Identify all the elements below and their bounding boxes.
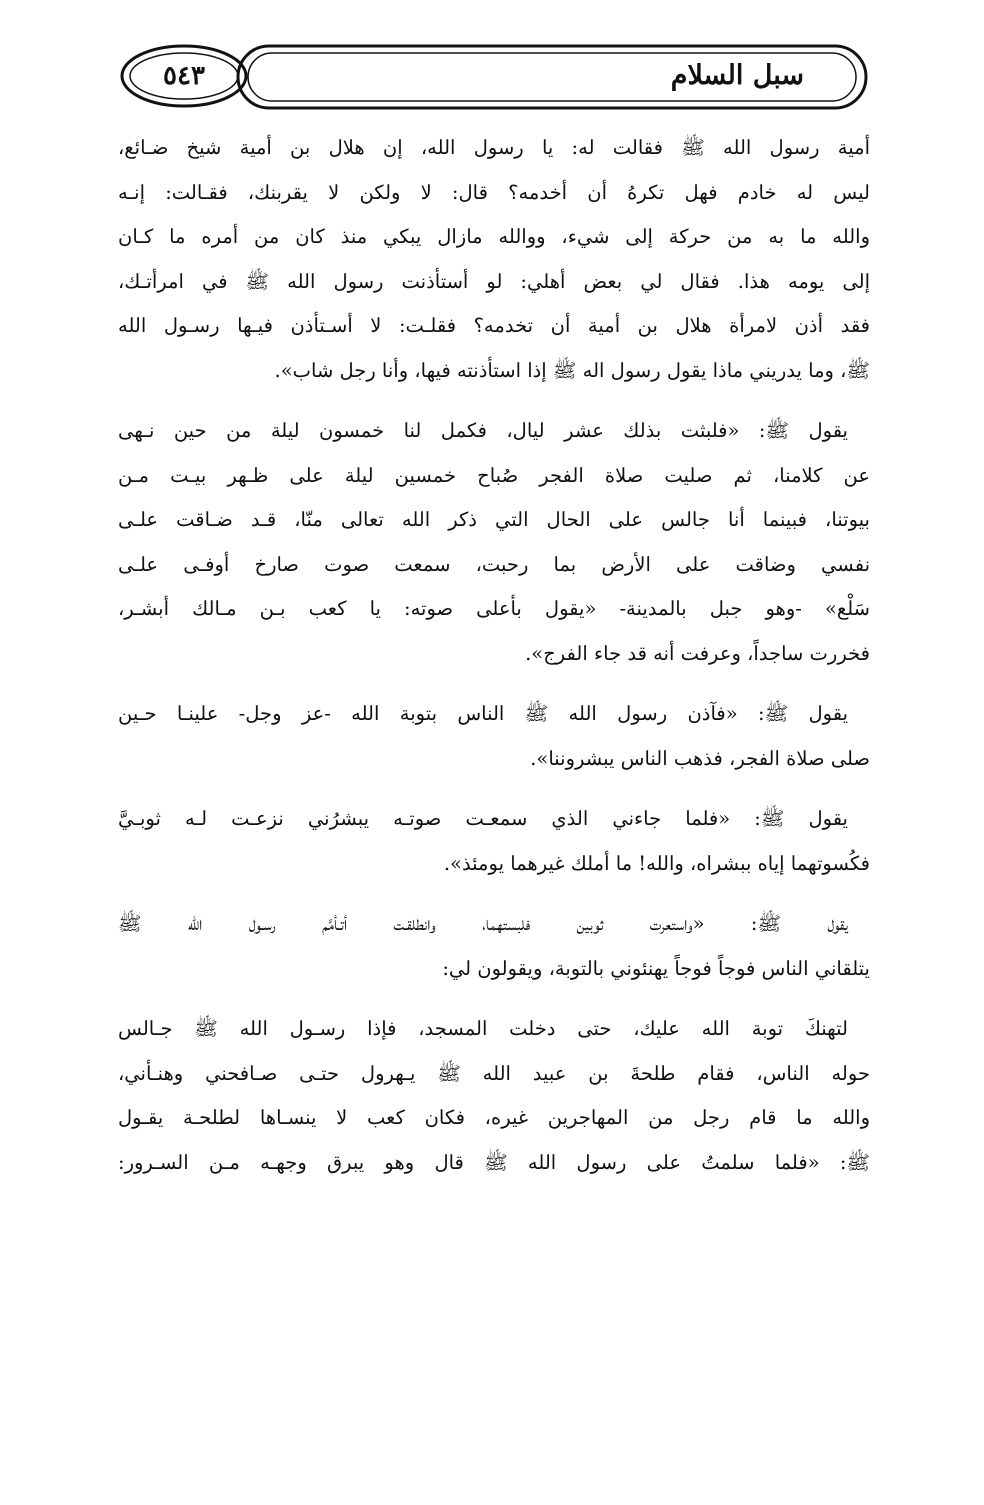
paragraph-6 (118, 1007, 870, 1185)
text-line: بيوتنا، فبينما أنا جالس على الحال التي ذكر الله تعالى منّا، قـد ضـاقت علـى (118, 508, 870, 531)
text-line: يقول ﷺ: «واستعرت ثوبين فلبستهما، وانطلقـت أتـأمَّم رسـول الله ﷺ (118, 912, 848, 935)
running-title: سبل السلام (670, 60, 804, 91)
text-line: لتهنكَ توبة الله عليك، حتى دخلت المسجد، فإذا رسـول الله ﷺ جـالس (118, 1017, 848, 1040)
text-line: حوله الناس، فقام طلحةَ بن عبيد الله ﷺ يـهرول حتـى صـافحني وهنـأني، (118, 1061, 870, 1085)
paragraph-4 (118, 797, 870, 886)
text-line: أمية رسول الله ﷺ فقالت له: يا رسول الله، إن هلال بن أمية شيخ ضـائع، (118, 136, 870, 159)
page-header (114, 30, 874, 122)
text-line: يتلقاني الناس فوجاً فوجاً يهنئوني بالتوبة، ويقولون لي: (442, 956, 870, 980)
page-body (118, 126, 870, 1201)
text-line: إلى يومه هذا. فقال لي بعض أهلي: لو أستأذنت رسول الله ﷺ في امرأتـك، (118, 269, 870, 293)
text-line: فخررت ساجداً، وعرفت أنه قد جاء الفرج». (525, 641, 870, 665)
text-line: ﷺ: «فلما سلمتُ على رسول الله ﷺ قال وهو يبرق وجهـه مـن السـرور: (118, 1150, 870, 1174)
paragraph-5 (118, 902, 870, 991)
text-line: نفسي وضاقت على الأرض بما رحبت، سمعت صوت صارخ أوفـى علـى (118, 552, 870, 576)
text-line: والله ما به من حركة إلى شيء، ووالله مازال يبكي منذ كان من أمره ما كـان (118, 225, 870, 248)
page-number: ٥٤٣ (163, 61, 205, 91)
paragraph-1 (118, 126, 870, 393)
text-line: صلى صلاة الفجر، فذهب الناس يبشروننا». (530, 746, 870, 770)
text-line: يقول ﷺ: «فلبثت بذلك عشر ليال، فكمل لنا خمسون ليلة من حين نـهى (118, 419, 848, 442)
text-line: سَلْع» -وهو جبل بالمدينة- «يقول بأعلى صوته: يا كعب بـن مـالك أبشـر، (118, 597, 870, 620)
text-line: ﷺ، وما يدريني ماذا يقول رسول اله ﷺ إذا استأذنته فيها، وأنا رجل شاب». (274, 358, 870, 382)
text-line: عن كلامنا، ثم صليت صلاة الفجر صُباح خمسين ليلة على ظـهر بيـت مـن (118, 463, 870, 487)
text-line: يقول ﷺ: «فآذن رسول الله ﷺ الناس بتوبة الله -عز وجل- علينـا حـين (118, 702, 848, 725)
paragraph-3 (118, 692, 870, 781)
text-line: يقول ﷺ: «فلما جاءني الذي سمعـت صوتـه يبشرُني نزعـت لـه ثوبـيَّ (118, 807, 848, 830)
text-line: فقد أذن لامرأة هلال بن أمية أن تخدمه؟ فقلـت: لا أسـتأذن فيـها رسـول الله (118, 314, 870, 337)
paragraph-2 (118, 409, 870, 676)
text-line: فكُسوتهما إياه ببشراه، والله! ما أملك غيرهما يومئذ». (443, 851, 870, 875)
text-line: والله ما قام رجل من المهاجرين غيره، فكان كعب لا ينسـاها لطلحـة يقـول (118, 1106, 870, 1129)
text-line: ليس له خادم فهل تكرهُ أن أخدمه؟ قال: لا ولكن لا يقربنك، فقـالت: إنـه (118, 180, 870, 204)
